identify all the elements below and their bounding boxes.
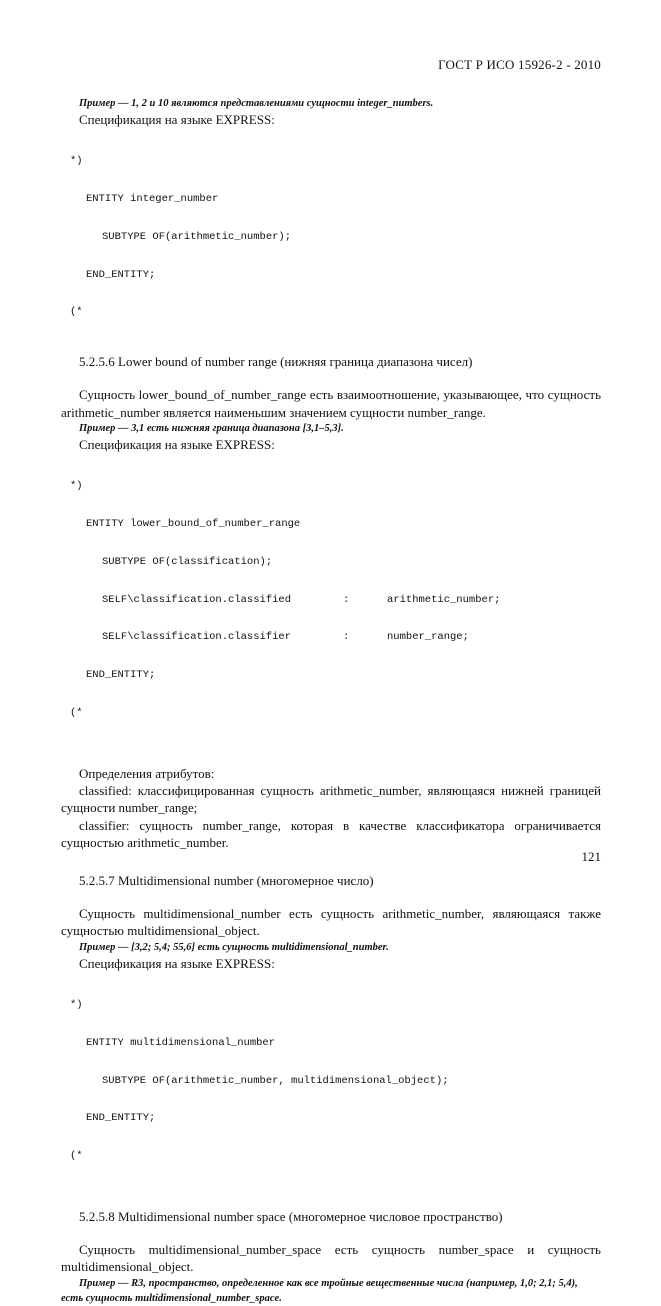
code-line: (* — [70, 706, 83, 719]
code-line: ENTITY lower_bound_of_number_range — [86, 518, 301, 531]
page-number: 121 — [581, 849, 601, 864]
attributes-title: Определения атрибутов: — [79, 765, 215, 781]
paragraph-lower-bound: Сущность lower_bound_of_number_range есть взаимоотношение, указывающее, что сущность arithmetic_number является наименьшим значением сущности number_range. — [61, 387, 601, 420]
code-line: END_ENTITY; — [86, 1112, 156, 1125]
code-line: ENTITY multidimensional_number — [86, 1036, 276, 1049]
code-line: (* — [70, 1150, 83, 1163]
code-line: ENTITY integer_number — [86, 192, 219, 205]
express-spec-label: Спецификация на языке EXPRESS: — [79, 437, 275, 453]
code-line: SUBTYPE OF(arithmetic_number); — [102, 230, 292, 243]
example-multidimensional-number: Пример — [3,2; 5,4; 55,6] есть сущность multidimensional_number. — [79, 941, 389, 953]
code-line: *) — [70, 998, 83, 1011]
code-line: SUBTYPE OF(classification); — [102, 555, 273, 568]
code-line: (* — [70, 306, 83, 319]
section-heading-5-2-5-8: 5.2.5.8 Multidimensional number space (многомерное числовое пространство) — [79, 1208, 503, 1224]
page-content — [61, 96, 601, 1306]
section-heading-5-2-5-7: 5.2.5.7 Multidimensional number (многомерное число) — [79, 872, 374, 888]
code-line: END_ENTITY; — [86, 268, 156, 281]
paragraph-multidimensional-number: Сущность multidimensional_number есть сущность arithmetic_number, являющаяся также сущностью multidimensional_object. — [61, 905, 601, 939]
code-line: *) — [70, 480, 83, 493]
code-line — [70, 631, 601, 644]
paragraph-multidimensional-number-space: Сущность multidimensional_number_space есть сущность number_space и сущность multidimensional_object. — [61, 1241, 601, 1275]
example-lower-bound: Пример — 3,1 есть нижняя граница диапазона [3,1–5,3]. — [79, 423, 344, 435]
express-code-multidimensional-number — [70, 974, 601, 1188]
code-attr-type: arithmetic_number; — [387, 593, 501, 606]
express-spec-label: Спецификация на языке EXPRESS: — [79, 955, 275, 971]
document-header: ГОСТ Р ИСО 15926-2 - 2010 — [438, 57, 601, 72]
code-line: SUBTYPE OF(arithmetic_number, multidimensional_object); — [102, 1074, 449, 1087]
attribute-classifier: classifier: сущность number_range, которая в качестве классификатора ограничивается сущностью arithmetic_number. — [61, 817, 601, 851]
express-code-integer-number — [70, 130, 601, 344]
express-spec-label: Спецификация на языке EXPRESS: — [79, 112, 275, 127]
section-heading-5-2-5-6: 5.2.5.6 Lower bound of number range (нижняя граница диапазона чисел) — [79, 354, 473, 370]
express-code-lower-bound — [70, 455, 601, 745]
code-line — [70, 594, 601, 607]
example-integer-numbers: Пример — 1, 2 и 10 являются представлениями сущности integer_numbers. — [79, 98, 434, 109]
code-attr-type: number_range; — [387, 631, 469, 644]
example-multidimensional-number-space: Пример — R3, пространство, определенное как все тройные вещественные числа (например, 1,0; 2,1; 5,4), есть сущность multidimensional_number_space. — [61, 1277, 578, 1304]
code-line: *) — [70, 155, 83, 168]
code-attr-name: SELF\classification.classified — [102, 593, 292, 606]
code-colon: : — [343, 631, 350, 644]
code-attr-name: SELF\classification.classifier — [102, 631, 292, 644]
code-colon: : — [343, 593, 350, 606]
attribute-classified: classified: классифицированная сущность arithmetic_number, являющаяся нижней границей сущности number_range; — [61, 782, 601, 816]
code-line: END_ENTITY; — [86, 669, 156, 682]
